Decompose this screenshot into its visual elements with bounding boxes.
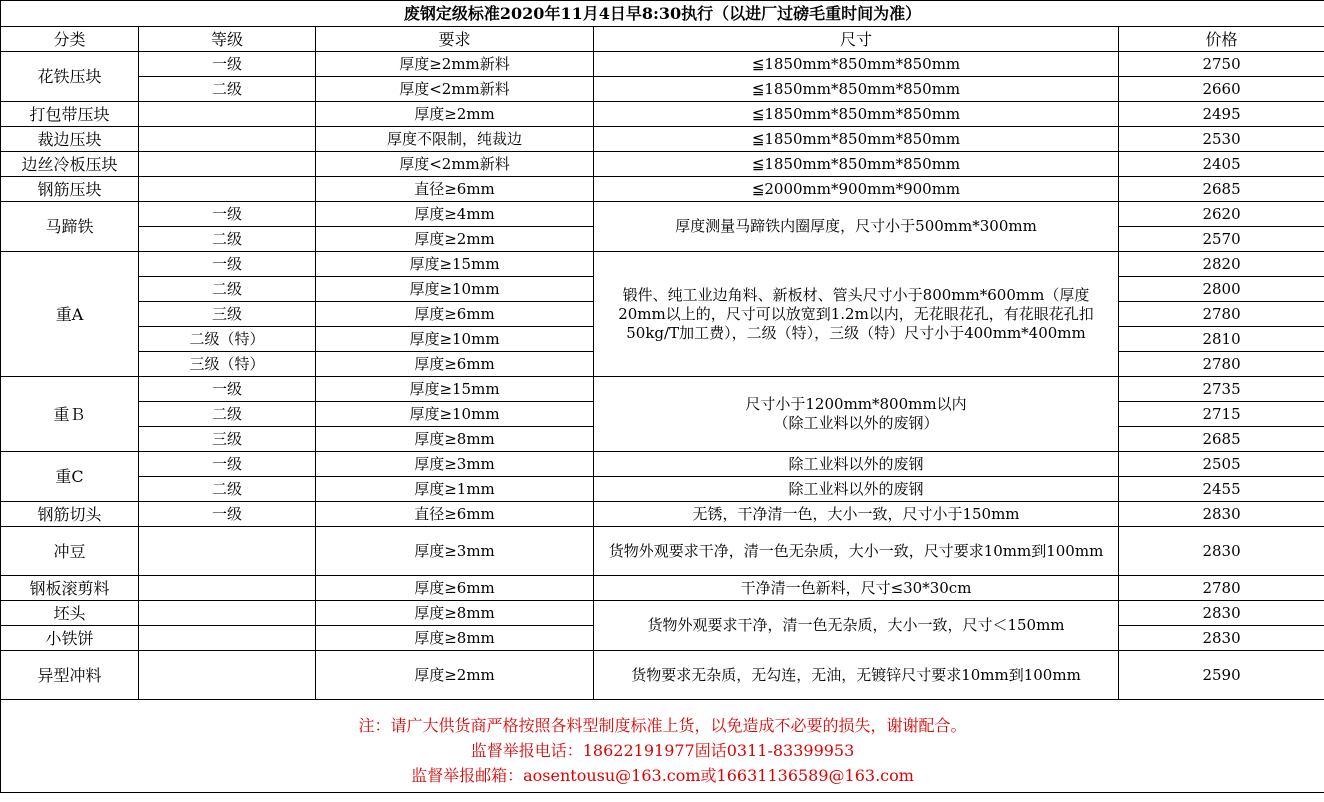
price-cell: 2780 — [1119, 576, 1324, 601]
category-cell: 边丝冷板压块 — [1, 152, 139, 177]
grade-cell — [139, 152, 316, 177]
header-row — [1, 27, 1324, 52]
grade-cell: 二级 — [139, 277, 316, 302]
requirement-cell: 厚度≥10mm — [316, 402, 594, 427]
price-cell: 2620 — [1119, 202, 1324, 227]
size-cell: ≦1850mm*850mm*850mm — [594, 52, 1119, 77]
category-cell: 冲豆 — [1, 527, 139, 576]
price-cell: 2530 — [1119, 127, 1324, 152]
category-cell: 小铁饼 — [1, 626, 139, 651]
grade-cell: 二级 — [139, 477, 316, 502]
requirement-cell: 厚度≥4mm — [316, 202, 594, 227]
grade-cell — [139, 127, 316, 152]
requirement-cell: 厚度≥15mm — [316, 377, 594, 402]
price-cell: 2495 — [1119, 102, 1324, 127]
size-cell: 干净清一色新料，尺寸≤30*30cm — [594, 576, 1119, 601]
category-cell: 重A — [1, 252, 139, 377]
report-phone: 监督举报电话：18622191977固话0311-83399953 — [470, 740, 855, 760]
table-row — [1, 452, 1324, 477]
size-cell: 货物外观要求干净，清一色无杂质，大小一致，尺寸要求10mm到100mm — [594, 527, 1119, 576]
size-cell: 锻件、纯工业边角料、新板材、管头尺寸小于800mm*600mm（厚度20mm以上的，尺寸可以放宽到1.2m以内，无花眼花孔，有花眼花孔扣50kg/T加工费），二级（特），三级（特）尺寸小于400mm*400mm — [594, 252, 1119, 377]
price-cell: 2830 — [1119, 626, 1324, 651]
category-cell: 异型冲料 — [1, 651, 139, 700]
size-cell: ≦1850mm*850mm*850mm — [594, 102, 1119, 127]
category-cell: 钢板滚剪料 — [1, 576, 139, 601]
size-cell: ≦1850mm*850mm*850mm — [594, 152, 1119, 177]
price-cell: 2800 — [1119, 277, 1324, 302]
requirement-cell: 厚度≥6mm — [316, 576, 594, 601]
price-cell: 2505 — [1119, 452, 1324, 477]
notes-row — [1, 700, 1324, 793]
price-cell: 2685 — [1119, 427, 1324, 452]
requirement-cell: 厚度≥3mm — [316, 452, 594, 477]
grade-cell: 三级 — [139, 427, 316, 452]
requirement-cell: 厚度≥6mm — [316, 352, 594, 377]
requirement-cell: 厚度<2mm新料 — [316, 77, 594, 102]
table-row — [1, 127, 1324, 152]
price-cell: 2685 — [1119, 177, 1324, 202]
size-cell: ≦2000mm*900mm*900mm — [594, 177, 1119, 202]
price-cell: 2830 — [1119, 527, 1324, 576]
size-cell: 货物要求无杂质，无勾连，无油，无镀锌尺寸要求10mm到100mm — [594, 651, 1119, 700]
size-cell: 尺寸小于1200mm*800mm以内 （除工业料以外的废钢） — [594, 377, 1119, 452]
price-cell: 2735 — [1119, 377, 1324, 402]
size-cell: 厚度测量马蹄铁内圈厚度，尺寸小于500mm*300mm — [594, 202, 1119, 252]
price-cell: 2820 — [1119, 252, 1324, 277]
requirement-cell: 厚度≥8mm — [316, 626, 594, 651]
category-cell: 打包带压块 — [1, 102, 139, 127]
grade-cell: 三级 — [139, 302, 316, 327]
header-grade: 等级 — [139, 27, 316, 52]
category-cell: 钢筋压块 — [1, 177, 139, 202]
size-cell: ≦1850mm*850mm*850mm — [594, 127, 1119, 152]
requirement-cell: 厚度≥2mm — [316, 651, 594, 700]
requirement-cell: 直径≥6mm — [316, 177, 594, 202]
grade-cell — [139, 651, 316, 700]
requirement-cell: 直径≥6mm — [316, 502, 594, 527]
size-cell: 无锈，干净清一色，大小一致，尺寸小于150mm — [594, 502, 1119, 527]
price-cell: 2455 — [1119, 477, 1324, 502]
table-row — [1, 377, 1324, 402]
size-cell: 除工业料以外的废钢 — [594, 452, 1119, 477]
grade-cell: 二级 — [139, 227, 316, 252]
requirement-cell: 厚度≥8mm — [316, 427, 594, 452]
table-row — [1, 202, 1324, 227]
grade-cell — [139, 102, 316, 127]
requirement-cell: 厚度≥10mm — [316, 277, 594, 302]
size-cell: ≦1850mm*850mm*850mm — [594, 77, 1119, 102]
size-cell: 货物外观要求干净，清一色无杂质，大小一致，尺寸＜150mm — [594, 601, 1119, 651]
price-cell: 2810 — [1119, 327, 1324, 352]
note-text: 注：请广大供货商严格按照各料型制度标准上货，以免造成不必要的损失，谢谢配合。 — [358, 715, 967, 735]
price-cell: 2660 — [1119, 77, 1324, 102]
price-cell: 2750 — [1119, 52, 1324, 77]
grade-cell: 一级 — [139, 202, 316, 227]
requirement-cell: 厚度≥15mm — [316, 252, 594, 277]
category-cell: 重Ｂ — [1, 377, 139, 452]
price-cell: 2780 — [1119, 352, 1324, 377]
price-cell: 2570 — [1119, 227, 1324, 252]
table-row — [1, 252, 1324, 277]
category-cell: 钢筋切头 — [1, 502, 139, 527]
requirement-cell: 厚度≥6mm — [316, 302, 594, 327]
requirement-cell: 厚度≥1mm — [316, 477, 594, 502]
table-row — [1, 601, 1324, 626]
grade-cell: 一级 — [139, 252, 316, 277]
requirement-cell: 厚度≥2mm新料 — [316, 52, 594, 77]
requirement-cell: 厚度≥2mm — [316, 102, 594, 127]
report-email: 监督举报邮箱：aosentousu@163.com或16631136589@163.com — [411, 765, 914, 785]
table-row — [1, 527, 1324, 576]
price-cell: 2405 — [1119, 152, 1324, 177]
table-row — [1, 52, 1324, 77]
grade-cell: 二级 — [139, 402, 316, 427]
table-row — [1, 477, 1324, 502]
table-row — [1, 77, 1324, 102]
table-row — [1, 651, 1324, 700]
category-cell: 花铁压块 — [1, 52, 139, 102]
category-cell: 马蹄铁 — [1, 202, 139, 252]
grade-cell: 三级（特） — [139, 352, 316, 377]
table-row — [1, 177, 1324, 202]
table-row — [1, 576, 1324, 601]
requirement-cell: 厚度≥3mm — [316, 527, 594, 576]
grade-cell — [139, 527, 316, 576]
grade-cell — [139, 601, 316, 626]
price-cell: 2830 — [1119, 502, 1324, 527]
price-cell: 2715 — [1119, 402, 1324, 427]
header-category: 分类 — [1, 27, 139, 52]
requirement-cell: 厚度<2mm新料 — [316, 152, 594, 177]
grade-cell: 二级（特） — [139, 327, 316, 352]
requirement-cell: 厚度≥2mm — [316, 227, 594, 252]
category-cell: 重C — [1, 452, 139, 502]
grade-cell: 一级 — [139, 502, 316, 527]
requirement-cell: 厚度≥8mm — [316, 601, 594, 626]
grade-cell: 一级 — [139, 52, 316, 77]
table-title: 废钢定级标准2020年11月4日早8:30执行（以进厂过磅毛重时间为准） — [1, 1, 1324, 27]
header-size: 尺寸 — [594, 27, 1119, 52]
title-row — [1, 1, 1324, 27]
category-cell: 坯头 — [1, 601, 139, 626]
grade-cell: 二级 — [139, 77, 316, 102]
grade-cell — [139, 626, 316, 651]
price-cell: 2590 — [1119, 651, 1324, 700]
header-price: 价格 — [1119, 27, 1324, 52]
grade-cell — [139, 576, 316, 601]
grade-cell — [139, 177, 316, 202]
price-cell: 2830 — [1119, 601, 1324, 626]
requirement-cell: 厚度≥10mm — [316, 327, 594, 352]
requirement-cell: 厚度不限制，纯裁边 — [316, 127, 594, 152]
category-cell: 裁边压块 — [1, 127, 139, 152]
grade-cell: 一级 — [139, 377, 316, 402]
header-requirement: 要求 — [316, 27, 594, 52]
table-row — [1, 152, 1324, 177]
notes-cell — [1, 700, 1324, 793]
size-cell: 除工业料以外的废钢 — [594, 477, 1119, 502]
table-row — [1, 102, 1324, 127]
table-row — [1, 502, 1324, 527]
price-cell: 2780 — [1119, 302, 1324, 327]
grade-cell: 一级 — [139, 452, 316, 477]
